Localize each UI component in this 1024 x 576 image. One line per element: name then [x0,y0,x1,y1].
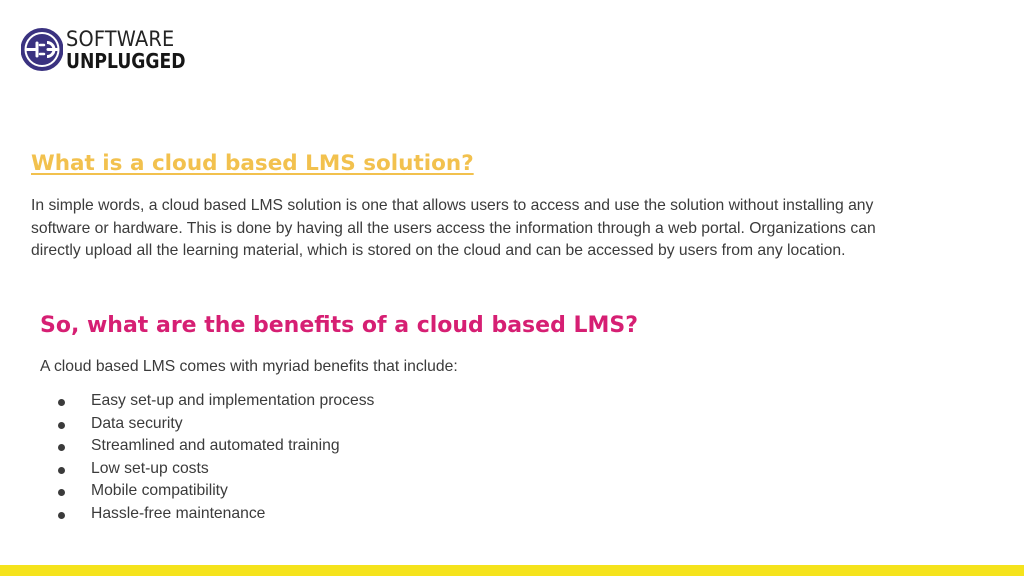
list-item [55,480,374,503]
bullet-icon [58,489,65,496]
bullet-icon [58,467,65,474]
bottom-accent-bar [0,565,1024,576]
bullet-icon [58,512,65,519]
benefit-label: Low set-up costs [91,459,209,477]
list-item [55,503,374,526]
benefit-label: Data security [91,414,183,432]
logo-text-unplugged: UNPLUGGED [66,49,186,73]
list-item [55,458,374,481]
brand-logo [21,24,201,76]
benefits-intro: A cloud based LMS comes with myriad benefits that include: [40,358,458,375]
bullet-icon [58,399,65,406]
list-item [55,435,374,458]
section-heading-benefits: So, what are the benefits of a cloud based LMS? [40,313,638,338]
benefit-label: Easy set-up and implementation process [91,392,375,409]
benefit-label: Mobile compatibility [91,482,228,500]
list-item [55,413,374,436]
bullet-icon [58,444,65,451]
section-heading-cloud-lms: What is a cloud based LMS solution? [31,151,474,176]
logo-text-software: SOFTWARE [66,27,175,51]
benefit-label: Hassle-free maintenance [91,504,266,522]
benefits-list [55,390,374,526]
bullet-icon [58,422,65,429]
section-body-cloud-lms: In simple words, a cloud based LMS solution is one that allows users to access and use the solution without installing any software or hardware. This is done by having all the users access the information through a web portal. Organizations can directly upload all the learning material, which is stored on the cloud and can be accessed by users from any location. [31,197,876,259]
list-item [55,390,374,413]
benefit-label: Streamlined and automated training [91,437,340,455]
plug-connector-icon [21,24,63,75]
